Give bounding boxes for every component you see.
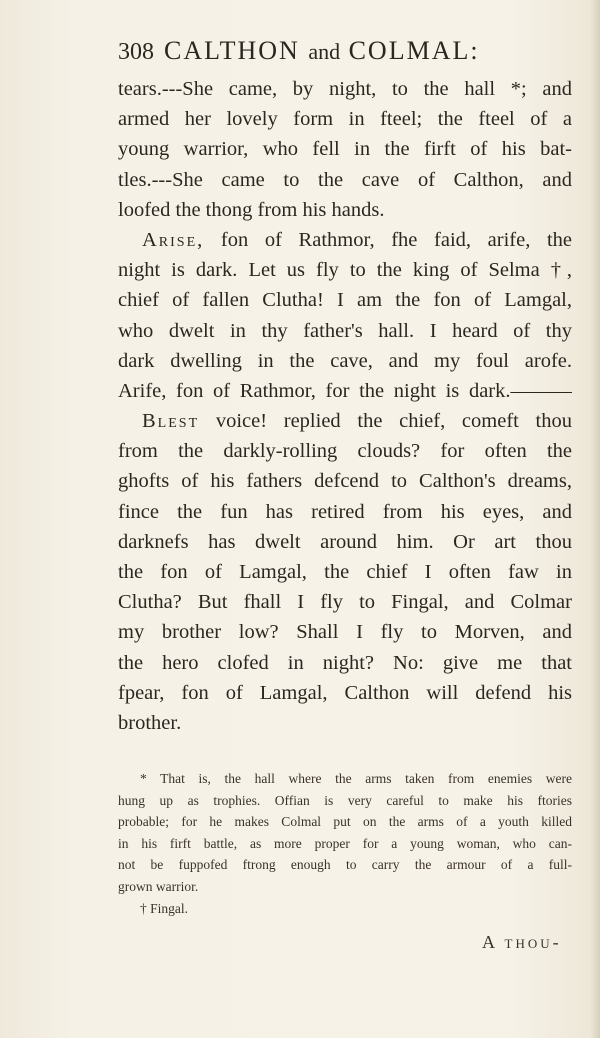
paragraph-lead-word: Blest	[142, 410, 200, 433]
text-line: tears.---She came, by night, to the hall *; and	[118, 78, 572, 100]
paragraph-start	[118, 406, 572, 436]
text-line: who dwelt in thy father's hall. I heard of thy	[118, 319, 572, 342]
text-line: darknefs has dwelt around him. Or art thou	[118, 530, 572, 553]
paragraph-first-line-rest: voice! replied the chief, comeft thou	[199, 410, 572, 433]
footnotes	[118, 768, 572, 919]
footnote-line: probable; for he makes Colmal put on the arms of a youth killed	[118, 814, 572, 830]
page-number: 308	[118, 39, 154, 65]
paragraph-first-line-rest: fon of Rathmor, fhe faid, arife, the	[204, 228, 572, 251]
text-line: from the darkly-rolling clouds? for often the	[118, 440, 572, 463]
text-line: fpear, fon of Lamgal, Calthon will defend his	[118, 681, 572, 704]
footnote-line: hung up as trophies. Offian is very careful to make his ftories	[118, 792, 572, 808]
text-line: tles.---She came to the cave of Calthon, and	[118, 168, 572, 191]
text-line: fince the fun has retired from his eyes, and	[118, 500, 572, 523]
text-line: Arife, fon of Rathmor, for the night is dark.———	[118, 379, 572, 402]
paragraph-start	[118, 225, 572, 255]
footnote-line: in his firft battle, as more proper for a young woman, who can-	[118, 835, 572, 851]
text-line: brother.	[118, 711, 182, 734]
text-line: ghofts of his fathers defcend to Calthon's dreams,	[118, 470, 572, 493]
paragraph-lead-word: Arise,	[142, 228, 205, 251]
header-title-part1: CALTHON	[164, 36, 309, 65]
footnote-line: not be fuppofed ftrong enough to carry the armour of a full-	[118, 857, 572, 873]
text-line: dark dwelling in the cave, and my foul arofe.	[118, 349, 572, 372]
text-line: night is dark. Let us fly to the king of Selma †,	[118, 259, 572, 282]
footnote-line: * That is, the hall where the arms taken from enemies were	[140, 771, 572, 786]
text-line: my brother low? Shall I fly to Morven, and	[118, 621, 572, 644]
text-line: the hero clofed in night? No: give me that	[118, 651, 572, 674]
text-line: chief of fallen Clutha! I am the fon of Lamgal,	[118, 289, 572, 312]
text-line: armed her lovely form in fteel; the fteel of a	[118, 108, 572, 131]
footnote-line: grown warrior.	[118, 878, 199, 894]
footnote-line: † Fingal.	[140, 900, 189, 916]
running-header	[118, 36, 578, 66]
header-title-part2: COLMAL:	[340, 36, 480, 65]
text-line: the fon of Lamgal, the chief I often faw in	[118, 561, 572, 583]
text-line: Clutha? But fhall I fly to Fingal, and Colmar	[118, 591, 572, 614]
text-line: young warrior, who fell in the firft of his bat-	[118, 138, 572, 161]
main-text	[118, 74, 572, 738]
page-edge-shadow	[590, 0, 600, 1038]
catchword: A thou-	[482, 932, 562, 952]
text-line: loofed the thong from his hands.	[118, 198, 385, 221]
header-title-and: and	[308, 39, 341, 64]
